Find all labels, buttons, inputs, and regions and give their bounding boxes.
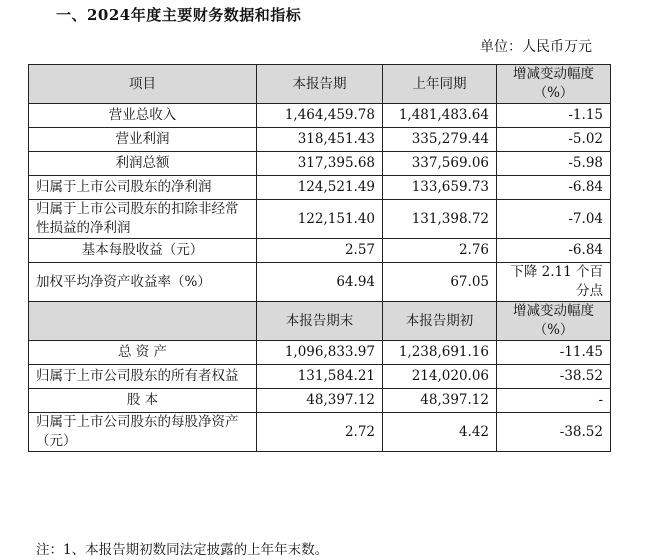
- cell-prior: 67.05: [383, 263, 497, 302]
- unit-label: 单位：人民币万元: [480, 39, 592, 55]
- header-item: 项目: [29, 65, 257, 104]
- row-label: 归属于上市公司股东的净利润: [29, 176, 257, 200]
- table-row: [29, 413, 611, 452]
- row-label: 营业利润: [29, 128, 257, 152]
- cell-change: -6.84: [497, 239, 611, 263]
- table-subheader-row: [29, 302, 611, 341]
- cell-current: 122,151.40: [257, 200, 383, 239]
- cell-current: 1,464,459.78: [257, 104, 383, 128]
- row-label: 归属于上市公司股东的扣除非经常性损益的净利润: [29, 200, 257, 239]
- table-row: [29, 365, 611, 389]
- cell-change: -38.52: [497, 365, 611, 389]
- cell-prior: 1,238,691.16: [383, 341, 497, 365]
- row-label: 股 本: [29, 389, 257, 413]
- header-current-period: 本报告期: [257, 65, 383, 104]
- cell-prior: 1,481,483.64: [383, 104, 497, 128]
- row-label: 营业总收入: [29, 104, 257, 128]
- table-row: [29, 200, 611, 239]
- cell-change: -5.98: [497, 152, 611, 176]
- header-prior-period: 上年同期: [383, 65, 497, 104]
- cell-prior: 214,020.06: [383, 365, 497, 389]
- cell-current: 2.57: [257, 239, 383, 263]
- cell-current: 2.72: [257, 413, 383, 452]
- section-title: 一、2024年度主要财务数据和指标: [56, 6, 302, 24]
- cell-current: 64.94: [257, 263, 383, 302]
- row-label: 利润总额: [29, 152, 257, 176]
- header-period-end: 本报告期末: [257, 302, 383, 341]
- cell-prior: 4.42: [383, 413, 497, 452]
- cell-change: -6.84: [497, 176, 611, 200]
- table-row: [29, 152, 611, 176]
- table-row: [29, 389, 611, 413]
- cell-current: 131,584.21: [257, 365, 383, 389]
- cell-prior: 337,569.06: [383, 152, 497, 176]
- cell-change: -7.04: [497, 200, 611, 239]
- header-blank: [29, 302, 257, 341]
- cell-change: -1.15: [497, 104, 611, 128]
- cell-prior: 2.76: [383, 239, 497, 263]
- row-label: 总 资 产: [29, 341, 257, 365]
- table-row: [29, 239, 611, 263]
- cell-prior: 335,279.44: [383, 128, 497, 152]
- header-change-pct: 增减变动幅度（%）: [497, 302, 611, 341]
- financial-table: [28, 64, 611, 452]
- row-label: 基本每股收益（元）: [29, 239, 257, 263]
- cell-current: 317,395.68: [257, 152, 383, 176]
- cell-current: 1,096,833.97: [257, 341, 383, 365]
- table-header-row: [29, 65, 611, 104]
- cell-prior: 131,398.72: [383, 200, 497, 239]
- cell-change: -5.02: [497, 128, 611, 152]
- header-period-start: 本报告期初: [383, 302, 497, 341]
- table-row: [29, 263, 611, 302]
- table-row: [29, 341, 611, 365]
- cell-current: 318,451.43: [257, 128, 383, 152]
- header-change-pct: 增减变动幅度（%）: [497, 65, 611, 104]
- row-label: 归属于上市公司股东的每股净资产（元）: [29, 413, 257, 452]
- cell-prior: 133,659.73: [383, 176, 497, 200]
- row-label: 加权平均净资产收益率（%）: [29, 263, 257, 302]
- cell-change: -11.45: [497, 341, 611, 365]
- footnote: 注：1、本报告期初数同法定披露的上年年末数。: [36, 542, 329, 558]
- table-row: [29, 104, 611, 128]
- table-row: [29, 128, 611, 152]
- cell-change: 下降 2.11 个百分点: [497, 263, 611, 302]
- table-row: [29, 176, 611, 200]
- cell-current: 124,521.49: [257, 176, 383, 200]
- cell-change: -: [497, 389, 611, 413]
- cell-change: -38.52: [497, 413, 611, 452]
- cell-prior: 48,397.12: [383, 389, 497, 413]
- row-label: 归属于上市公司股东的所有者权益: [29, 365, 257, 389]
- cell-current: 48,397.12: [257, 389, 383, 413]
